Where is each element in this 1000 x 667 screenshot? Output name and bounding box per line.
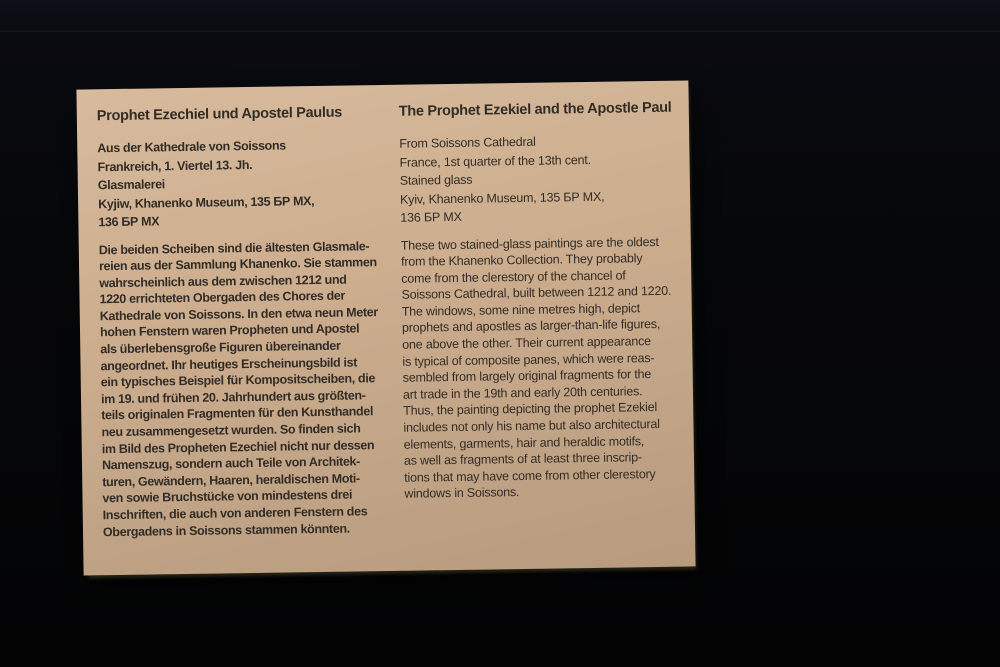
museum-label-card — [76, 80, 695, 575]
english-body-text: These two stained-glass paintings are the oldest from the Khanenko Collection. They probably come from the clerestory of the chancel of Soissons Cathedral, built between 1212 and 1220. The windows, some nine metres high, depict prophets and apostles as larger-than-life figures, one above the other. Their current appearance is typical of composite panes, which were reas- sembled from largely original fragments for the art trade in the 19th and early 20th centuries. Thus, the painting depicting the prophet Ezekiel includes not only his name but also architectural elements, garments, hair and heraldic motifs, as well as fragments of at least three inscrip- tions that may have come from other clerestory windows in Soissons. — [400, 234, 672, 502]
german-title: Prophet Ezechiel und Apostel Paulus — [96, 104, 343, 125]
german-column — [97, 103, 400, 575]
wall-seam-line — [0, 31, 1000, 32]
german-tombstone-info: Aus der Kathedrale von Soissons Frankreich, 1. Viertel 13. Jh. Glasmalerei Kyjiw, Khanenko Museum, 135 БР МХ, 136 БР МХ — [97, 138, 315, 230]
english-tombstone-info: From Soissons Cathedral France, 1st quarter of the 13th cent. Stained glass Kyiv, Khanenko Museum, 135 БР МХ, 136 БР МХ — [399, 134, 605, 225]
english-column — [399, 98, 696, 570]
english-title: The Prophet Ezekiel and the Apostle Paul — [398, 99, 672, 120]
german-body-text: Die beiden Scheiben sind die ältesten Glasmale- reien aus der Sammlung Khanenko. Sie stammen wahrscheinlich aus dem zwischen 1212 und 1220 errichteten Obergaden des Chores der Kathedrale von Soissons. In den etwa neun Meter hohen Fenstern waren Propheten und Apostel als überlebensgroße Figuren übereinander angeordnet. Ihr heutiges Erscheinungsbild ist ein typisches Beispiel für Kompositscheiben, die im 19. und frühen 20. Jahrhundert aus größten- teils originalen Fragmenten für den Kunsthandel neu zusammengesetzt wurden. So finden sich im Bild des Propheten Ezechiel nicht nur dessen Namenszug, sondern auch Teile von Architek- turen, Gewändern, Haaren, heraldischen Moti- ven sowie Bruchstücke von mindestens drei Inschriften, die auch von anderen Fenstern des Obergadens in Soissons stammen könnten. — [98, 238, 378, 539]
